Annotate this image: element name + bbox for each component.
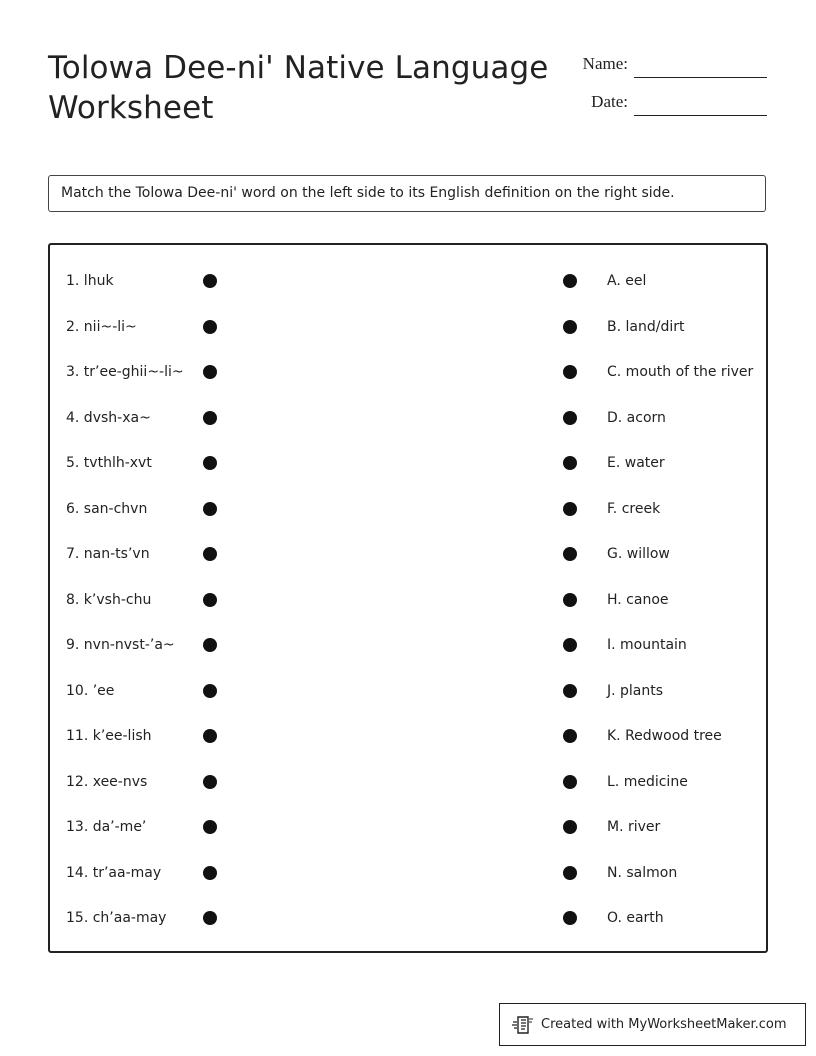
footer-credit-text: Created with MyWorksheetMaker.com [541, 1017, 787, 1032]
match-row-13 [50, 815, 766, 839]
left-dot-2[interactable] [203, 320, 217, 334]
right-term-6: F. creek [607, 500, 661, 517]
date-blank-line[interactable] [634, 115, 767, 116]
name-blank-line[interactable] [634, 77, 767, 78]
right-dot-14[interactable] [563, 866, 577, 880]
right-term-10: J. plants [607, 682, 664, 699]
left-dot-7[interactable] [203, 547, 217, 561]
worksheet-title-line-2: Worksheet [48, 90, 214, 126]
left-term-3: 3. tr’ee-ghii~-li~ [66, 364, 184, 380]
right-dot-3[interactable] [563, 365, 577, 379]
left-term-8: 8. k’vsh-chu [66, 591, 152, 608]
left-term-1: 1. lhuk [66, 273, 114, 289]
right-dot-15[interactable] [563, 911, 577, 925]
right-term-11: K. Redwood tree [607, 728, 722, 744]
left-term-11: 11. k’ee-lish [66, 728, 152, 744]
right-dot-9[interactable] [563, 638, 577, 652]
left-term-15: 15. ch’aa-may [66, 910, 167, 926]
right-term-13: M. river [607, 819, 661, 835]
right-term-14: N. salmon [607, 864, 678, 881]
right-dot-7[interactable] [563, 547, 577, 561]
left-term-10: 10. ’ee [66, 682, 115, 699]
right-dot-12[interactable] [563, 775, 577, 789]
left-term-5: 5. tvthlh-xvt [66, 455, 152, 471]
left-dot-5[interactable] [203, 456, 217, 470]
left-term-4: 4. dvsh-xa~ [66, 409, 151, 426]
right-term-7: G. willow [607, 546, 670, 562]
right-dot-1[interactable] [563, 274, 577, 288]
right-term-12: L. medicine [607, 773, 688, 790]
right-dot-6[interactable] [563, 502, 577, 516]
match-row-3 [50, 360, 766, 384]
left-dot-12[interactable] [203, 775, 217, 789]
left-term-13: 13. da’-me’ [66, 819, 147, 835]
right-dot-2[interactable] [563, 320, 577, 334]
match-row-5 [50, 451, 766, 475]
match-row-6 [50, 497, 766, 521]
left-term-12: 12. xee-nvs [66, 773, 148, 790]
left-dot-4[interactable] [203, 411, 217, 425]
right-dot-13[interactable] [563, 820, 577, 834]
matching-box [48, 243, 768, 953]
worksheet-title [48, 48, 548, 128]
right-term-4: D. acorn [607, 409, 666, 426]
right-dot-11[interactable] [563, 729, 577, 743]
right-dot-5[interactable] [563, 456, 577, 470]
worksheet-maker-logo-icon [512, 1014, 534, 1036]
left-dot-10[interactable] [203, 684, 217, 698]
match-row-8 [50, 588, 766, 612]
right-term-2: B. land/dirt [607, 318, 685, 335]
left-dot-15[interactable] [203, 911, 217, 925]
date-label: Date: [591, 92, 628, 111]
left-term-7: 7. nan-ts’vn [66, 546, 150, 562]
worksheet-title-line-1: Tolowa Dee-ni' Native Language [48, 50, 549, 86]
right-term-5: E. water [607, 455, 665, 471]
match-row-10 [50, 679, 766, 703]
left-dot-8[interactable] [203, 593, 217, 607]
left-dot-9[interactable] [203, 638, 217, 652]
match-row-11 [50, 724, 766, 748]
match-row-9 [50, 633, 766, 657]
match-row-15 [50, 906, 766, 930]
right-term-9: I. mountain [607, 637, 687, 653]
instructions-box: Match the Tolowa Dee-ni' word on the left side to its English definition on the right side. [48, 175, 766, 212]
right-term-3: C. mouth of the river [607, 364, 754, 380]
left-dot-11[interactable] [203, 729, 217, 743]
left-dot-13[interactable] [203, 820, 217, 834]
right-dot-4[interactable] [563, 411, 577, 425]
left-dot-6[interactable] [203, 502, 217, 516]
left-term-14: 14. tr’aa-may [66, 864, 162, 881]
match-row-12 [50, 770, 766, 794]
left-dot-3[interactable] [203, 365, 217, 379]
left-dot-1[interactable] [203, 274, 217, 288]
left-term-6: 6. san-chvn [66, 500, 148, 517]
match-row-7 [50, 542, 766, 566]
left-term-2: 2. nii~-li~ [66, 318, 137, 335]
right-term-1: A. eel [607, 273, 647, 289]
match-row-2 [50, 315, 766, 339]
left-dot-14[interactable] [203, 866, 217, 880]
right-dot-10[interactable] [563, 684, 577, 698]
right-term-15: O. earth [607, 910, 664, 926]
footer-badge[interactable] [499, 1003, 806, 1046]
match-row-1 [50, 269, 766, 293]
match-row-4 [50, 406, 766, 430]
match-row-14 [50, 861, 766, 885]
right-term-8: H. canoe [607, 591, 669, 608]
right-dot-8[interactable] [563, 593, 577, 607]
name-label: Name: [582, 54, 628, 73]
left-term-9: 9. nvn-nvst-’a~ [66, 637, 175, 653]
